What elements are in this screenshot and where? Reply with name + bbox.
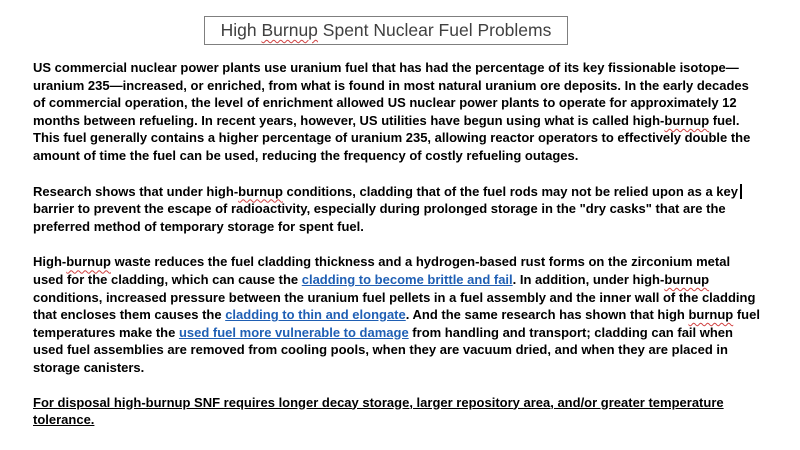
slide-body — [33, 59, 763, 429]
text-cursor — [740, 184, 742, 199]
title-text: High Burnup Spent Nuclear Fuel Problems — [220, 20, 552, 40]
paragraph-cladding-research: Research shows that under high-burnup conditions, cladding that of the fuel rods may not be relied upon as a key barrier to prevent the escape of radioactivity, especially during prolonged storage in the "dry casks" that are the preferred method of temporary storage for spent fuel. — [33, 183, 763, 236]
paragraph-enrichment: US commercial nuclear power plants use uranium fuel that has had the percentage of its key fissionable isotope—uranium 235—increased, or enriched, from what is found in most natural uranium ore deposits. In the early decades of commercial operation, the level of enrichment allowed US nuclear power plants to operate for approximately 12 months between refueling. In recent years, however, US utilities have begun using what is called high-burnup fuel. This fuel generally contains a higher percentage of uranium 235, allowing reactor operators to effectively double the amount of time the fuel can be used, reducing the frequency of costly refueling outages. — [33, 60, 751, 163]
link-vulnerable-damage[interactable]: used fuel more vulnerable to damage — [178, 324, 409, 340]
conclusion-text: For disposal high-burnup SNF requires longer decay storage, larger repository area, and/or greater temperature tolerance. — [33, 394, 724, 428]
link-thin-elongate[interactable]: cladding to thin and elongate — [225, 307, 406, 323]
spellcheck-word: burnup — [66, 254, 111, 270]
spellcheck-word: burnup — [664, 271, 710, 287]
spellcheck-word: burnup — [238, 183, 283, 199]
spellcheck-word: burnup — [688, 307, 734, 323]
spellcheck-word: Burnup — [261, 20, 318, 40]
spellcheck-word: burnup — [664, 112, 710, 128]
slide-title — [204, 16, 568, 45]
link-brittle-fail[interactable]: cladding to become brittle and fail — [301, 271, 513, 287]
paragraph-cladding-damage: High-burnup waste reduces the fuel cladding thickness and a hydrogen-based rust forms on the zirconium metal used for the cladding, which can cause the cladding to become brittle and fail. In addition, under high-burnup conditions, increased pressure between the uranium fuel pellets in a fuel assembly and the inner wall of the cladding that encloses them causes the cladding to thin and elongate. And the same research has shown that high burnup fuel temperatures make the used fuel more vulnerable to damage from handling and transport; cladding can fail when used fuel assemblies are removed from cooling pools, when they are vacuum dried, and when they are placed in storage canisters. — [33, 254, 760, 375]
